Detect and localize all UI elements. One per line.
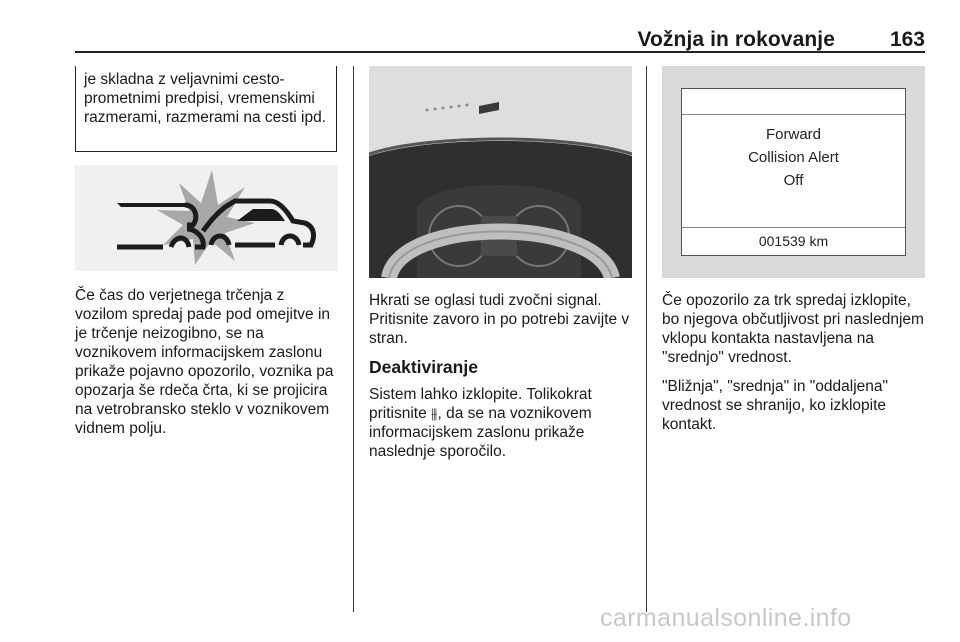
page-number: 163 bbox=[889, 28, 925, 51]
column-divider bbox=[646, 66, 647, 612]
column-2-text bbox=[369, 291, 637, 471]
column-3-text bbox=[662, 291, 926, 444]
saved-values-paragraph: "Bližnja", "srednja" in "oddaljena" vrednost se shranijo, ko izklopite kontakt. bbox=[662, 378, 889, 433]
warning-box bbox=[75, 66, 337, 152]
forward-collision-button-icon: ⫵ bbox=[431, 405, 438, 421]
page-header bbox=[75, 24, 925, 53]
driver-info-display bbox=[662, 66, 925, 278]
display-divider bbox=[682, 227, 905, 228]
column-divider bbox=[353, 66, 354, 612]
display-divider bbox=[682, 114, 905, 115]
column-1-text bbox=[75, 286, 341, 448]
odometer-readout: 001539 km bbox=[758, 233, 829, 249]
sensitivity-paragraph: Če opozorilo za trk spredaj izklopite, bo njegova občutljivost pri naslednjem vklopu kontakta nastavljena na "srednjo" vrednost. bbox=[662, 292, 924, 366]
section-heading-deaktiviranje: Deaktiviranje bbox=[369, 357, 478, 377]
car-collision-icon bbox=[75, 165, 338, 271]
watermark: carmanualsonline.info bbox=[600, 604, 852, 632]
signal-paragraph: Hkrati se oglasi tudi zvočni signal. Pritisnite zavoro in po potrebi zavijte v stran. bbox=[369, 292, 630, 347]
display-screen bbox=[681, 88, 906, 256]
collision-paragraph: Če čas do verjetnega trčenja z vozilom spredaj pade pod omejitve in je trčenje neizogibno, se na voznikovem informacijskem zaslonu prikaže pojavno opozorilo, voznika pa opozarja še rdeča črta, ki se projicira na vetrobransko steklo v voznikovem vidnem polju. bbox=[75, 287, 334, 437]
display-message: Forward Collision Alert Off bbox=[748, 126, 839, 189]
warning-text: je skladna z veljavnimi cesto-prometnimi predpisi, vremenskimi razmerami, razmerami na cesti ipd. bbox=[84, 71, 327, 126]
windshield-dashboard-illustration bbox=[369, 66, 632, 278]
chapter-title: Vožnja in rokovanje bbox=[637, 28, 835, 51]
deactivate-paragraph: Sistem lahko izklopite. Tolikokrat pritisnite ⫵, da se na voznikovem informacijskem zaslonu prikaže naslednje sporočilo. bbox=[369, 386, 592, 460]
